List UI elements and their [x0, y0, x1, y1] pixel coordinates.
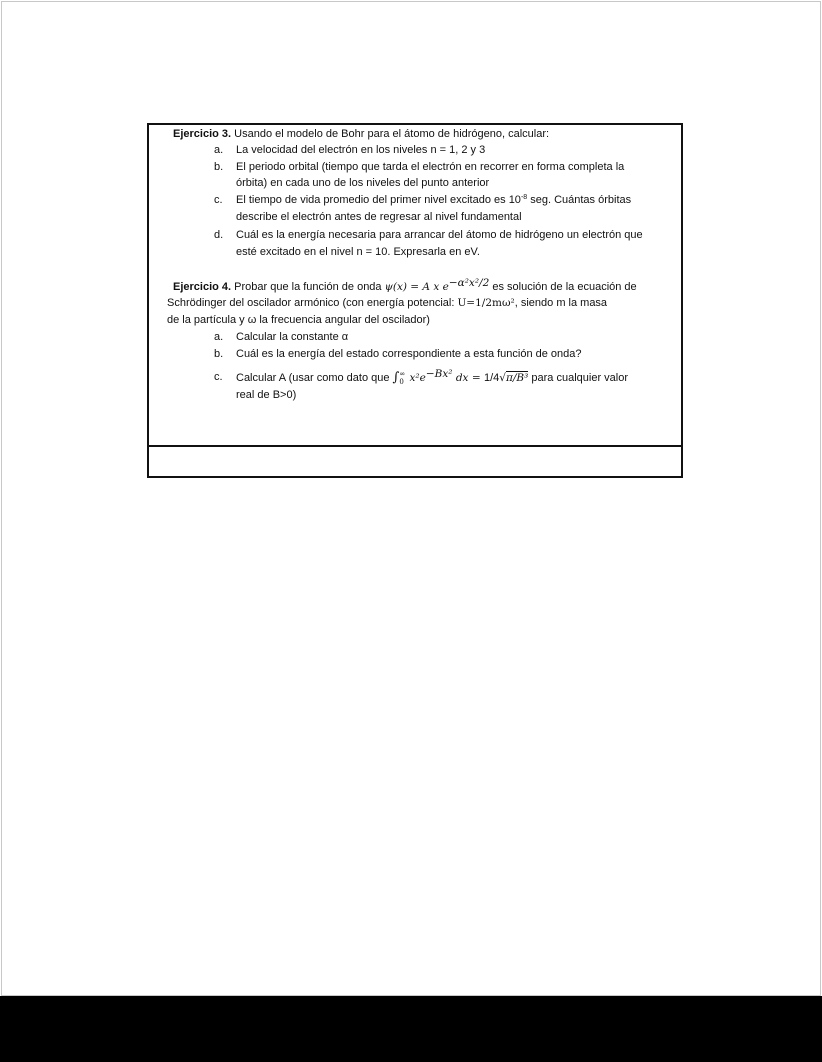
table-divider — [149, 445, 681, 447]
item-label: b. — [214, 161, 224, 173]
integrand: x²e — [406, 371, 426, 384]
ej4-item-c-cont: real de B>0) — [236, 389, 297, 401]
ej3-item-a: La velocidad del electrón en los niveles n = 1, 2 y 3 — [236, 144, 486, 156]
text: para cualquier valor — [528, 371, 629, 384]
ej4-item-b: Cuál es la energía del estado correspondiente a esta función de onda? — [236, 348, 582, 360]
text: Probar que la función de onda — [234, 281, 385, 293]
ej3-title: Ejercicio 3. — [173, 128, 232, 140]
sqrt-argument: π/B³ — [505, 371, 529, 384]
text: es solución de la ecuación de — [489, 281, 637, 293]
ej3-item-c — [236, 193, 631, 207]
bottom-bar — [0, 996, 822, 1062]
text: Calcular A (usar como dato que — [236, 371, 393, 384]
ej3-item-d-cont: esté excitado en el nivel n = 10. Expresarla en eV. — [236, 246, 480, 258]
upper-limit: ∞ — [399, 370, 406, 378]
exponent: -8 — [520, 194, 528, 201]
lower-limit: 0 — [399, 378, 404, 386]
dx: dx = — [452, 371, 484, 384]
text: seg. Cuántas órbitas — [527, 194, 632, 206]
ej4-line3: de la partícula y ω la frecuencia angular del oscilador) — [167, 314, 430, 326]
ej4-heading — [173, 277, 637, 294]
item-label: c. — [214, 194, 223, 206]
exponent: −Bx² — [425, 367, 453, 380]
sqrt-sign: √ — [499, 371, 506, 384]
ej3-item-b-cont: órbita) en cada uno de los niveles del punto anterior — [236, 177, 490, 189]
ej3-intro: Usando el modelo de Bohr para el átomo de hidrógeno, calcular: — [234, 128, 550, 140]
fraction: 1/4 — [483, 371, 500, 384]
item-label: b. — [214, 348, 224, 360]
ej3-item-d: Cuál es la energía necesaria para arrancar del átomo de hidrógeno un electrón que — [236, 229, 643, 241]
wavefunction: ψ(x) = A x e — [384, 281, 449, 293]
integral-limits — [399, 370, 405, 386]
item-label: a. — [214, 144, 224, 156]
integral-sign: ∫ — [392, 369, 400, 385]
ej3-heading — [173, 127, 549, 141]
potential-formula: U=1/2mω² — [457, 297, 515, 309]
text: , siendo m la masa — [514, 297, 608, 309]
ej4-title: Ejercicio 4. — [173, 281, 232, 293]
item-label: c. — [214, 371, 223, 383]
ej3-item-b: El periodo orbital (tiempo que tarda el electrón en recorrer en forma completa la — [236, 161, 625, 173]
exponent: −α²x²/2 — [448, 277, 490, 289]
ej3-item-c-cont: describe el electrón antes de regresar al nivel fundamental — [236, 211, 522, 223]
item-label: a. — [214, 331, 224, 343]
item-label: d. — [214, 229, 224, 241]
text: Schrödinger del oscilador armónico (con energía potencial: — [167, 297, 458, 309]
ej4-item-a: Calcular la constante α — [236, 331, 349, 343]
ej4-item-c — [236, 367, 629, 386]
text: El tiempo de vida promedio del primer nivel excitado es 10 — [236, 194, 521, 206]
ej4-line2 — [167, 296, 607, 310]
